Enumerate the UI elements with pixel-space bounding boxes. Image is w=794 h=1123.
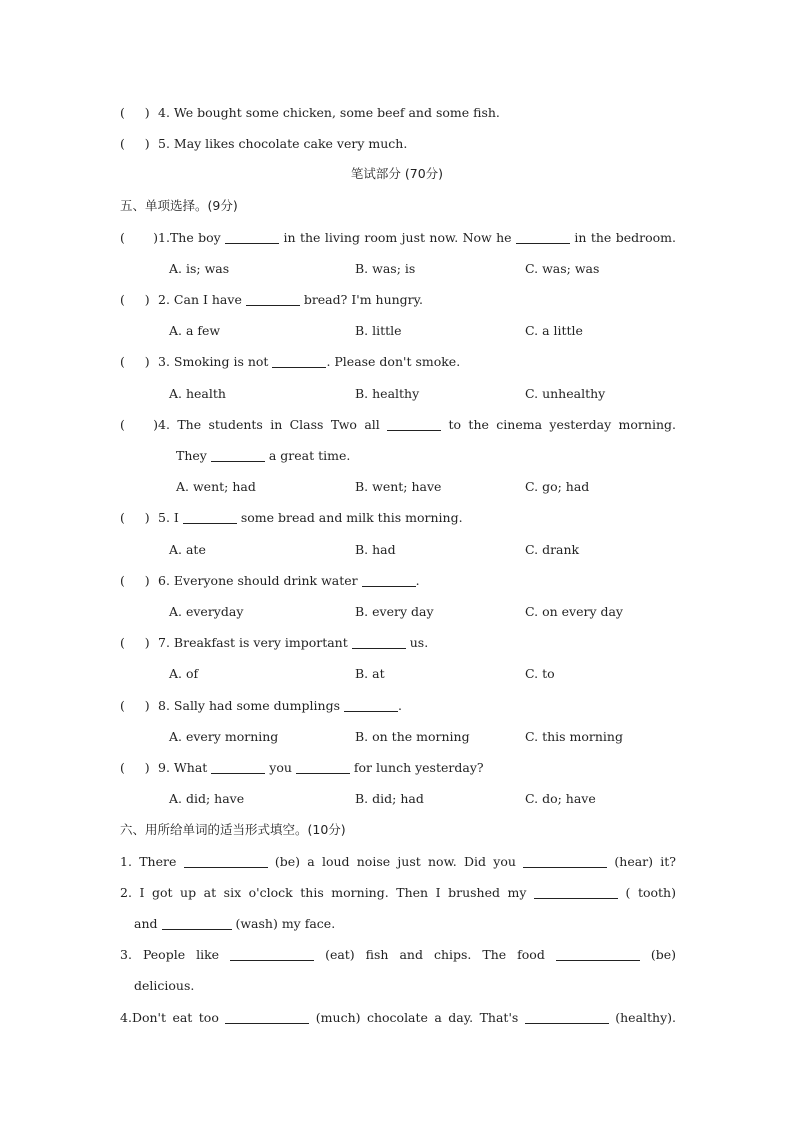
question-number: 2.: [158, 292, 170, 307]
question-text: Everyone should drink water: [173, 573, 358, 588]
option-b[interactable]: B. was; is: [355, 261, 416, 276]
question-number: 9.: [158, 760, 170, 775]
option-a[interactable]: A. every morning: [169, 729, 279, 744]
fill-item-3: [120, 947, 676, 963]
mc-question-6: [120, 573, 676, 589]
item-number: 4.: [120, 1010, 132, 1025]
option-a[interactable]: A. went; had: [176, 479, 256, 494]
option-a[interactable]: A. health: [169, 386, 226, 401]
item-text: ( tooth): [625, 885, 676, 900]
answer-blank[interactable]: [211, 761, 265, 774]
option-b[interactable]: B. healthy: [355, 386, 420, 401]
item-number: 1.: [120, 854, 132, 869]
listening-item-5: [120, 136, 676, 152]
option-a[interactable]: A. a few: [169, 323, 221, 338]
option-b[interactable]: B. went; have: [355, 479, 442, 494]
answer-paren[interactable]: ( ): [120, 573, 150, 588]
option-c[interactable]: C. unhealthy: [525, 386, 606, 401]
item-text: I got up at six o'clock this morning. Then I brushed my: [139, 885, 527, 900]
answer-blank[interactable]: [183, 511, 237, 524]
answer-blank[interactable]: [296, 761, 350, 774]
item-number: 2.: [120, 885, 132, 900]
answer-blank[interactable]: [225, 1011, 309, 1024]
answer-paren[interactable]: ( ): [120, 354, 150, 369]
question-text: Sally had some dumplings: [173, 698, 340, 713]
answer-blank[interactable]: [352, 636, 406, 649]
answer-blank[interactable]: [162, 917, 232, 930]
option-a[interactable]: A. ate: [169, 542, 206, 557]
question-number: 3.: [158, 354, 170, 369]
item-text: delicious.: [134, 978, 195, 993]
item-text: 5. May likes chocolate cake very much.: [158, 136, 408, 151]
answer-blank[interactable]: [184, 855, 268, 868]
option-b[interactable]: B. did; had: [355, 791, 424, 806]
question-text: Can I have: [173, 292, 242, 307]
question-text: bread? I'm hungry.: [303, 292, 424, 307]
item-text: (eat) fish and chips. The food: [325, 947, 545, 962]
mc-question-7: [120, 635, 676, 651]
option-c[interactable]: C. go; had: [525, 479, 590, 494]
mc-question-9: [120, 760, 676, 776]
mc-question-8: [120, 698, 676, 714]
option-b[interactable]: B. at: [355, 666, 385, 681]
answer-paren[interactable]: ( ): [120, 292, 150, 307]
answer-paren[interactable]: ( ): [120, 698, 150, 713]
question-number: 7.: [158, 635, 170, 650]
option-c[interactable]: C. a little: [525, 323, 583, 338]
question-text: What: [173, 760, 208, 775]
question-number: 4.: [158, 417, 170, 432]
question-text: .: [415, 573, 420, 588]
question-text: you: [269, 760, 292, 775]
item-text: (wash) my face.: [235, 916, 336, 931]
mc-question-1: [120, 230, 676, 246]
option-b[interactable]: B. on the morning: [355, 729, 470, 744]
answer-paren[interactable]: ( ): [120, 230, 158, 245]
question-text: Smoking is not: [173, 354, 269, 369]
item-text: (be) a loud noise just now. Did you: [274, 854, 516, 869]
question-text: The students in Class Two all: [177, 417, 380, 432]
answer-paren[interactable]: ( ): [120, 635, 150, 650]
mc-question-2: [120, 292, 676, 308]
question-number: 1.: [158, 230, 170, 245]
section5-heading: 五、单项选择。(9分): [120, 198, 238, 213]
answer-blank[interactable]: [525, 1011, 609, 1024]
item-text: There: [139, 854, 177, 869]
question-text: to the cinema yesterday morning.: [448, 417, 676, 432]
fill-item-1: [120, 854, 676, 870]
answer-paren[interactable]: ( ): [120, 105, 150, 120]
answer-blank[interactable]: [272, 355, 326, 368]
mc-question-4-cont: [176, 448, 732, 464]
question-text: some bread and milk this morning.: [240, 510, 463, 525]
item-text: Don't eat too: [131, 1010, 219, 1025]
item-text: (be): [650, 947, 676, 962]
listening-item-4: [120, 105, 676, 121]
question-text: .: [397, 698, 402, 713]
question-text: in the living room just now. Now he: [283, 230, 512, 245]
item-text: (healthy).: [615, 1010, 677, 1025]
option-c[interactable]: C. this morning: [525, 729, 623, 744]
answer-blank[interactable]: [523, 855, 607, 868]
option-a[interactable]: A. of: [169, 666, 199, 681]
question-text: . Please don't smoke.: [326, 354, 461, 369]
answer-blank[interactable]: [556, 948, 640, 961]
option-c[interactable]: C. on every day: [525, 604, 623, 619]
answer-paren[interactable]: ( ): [120, 136, 150, 151]
option-a[interactable]: A. did; have: [169, 791, 245, 806]
answer-paren[interactable]: ( ): [120, 760, 150, 775]
question-number: 6.: [158, 573, 170, 588]
option-c[interactable]: C. to: [525, 666, 555, 681]
question-text: us.: [409, 635, 429, 650]
option-a[interactable]: A. everyday: [169, 604, 244, 619]
answer-blank[interactable]: [344, 699, 398, 712]
option-c[interactable]: C. do; have: [525, 791, 596, 806]
answer-blank[interactable]: [362, 574, 416, 587]
question-text: a great time.: [268, 448, 351, 463]
item-text: (much) chocolate a day. That's: [315, 1010, 519, 1025]
answer-blank[interactable]: [534, 886, 618, 899]
question-text: They: [176, 448, 207, 463]
question-text: in the bedroom.: [574, 230, 676, 245]
answer-blank[interactable]: [246, 293, 300, 306]
question-text: I: [173, 510, 179, 525]
fill-item-2-cont: [120, 916, 690, 932]
item-text: People like: [142, 947, 220, 962]
written-section-title: 笔试部分 (70分): [350, 166, 444, 181]
option-a[interactable]: A. is; was: [169, 261, 230, 276]
fill-item-4: [120, 1010, 676, 1026]
item-text: (hear) it?: [614, 854, 676, 869]
section6-heading: 六、用所给单词的适当形式填空。(10分): [120, 822, 346, 837]
option-b[interactable]: B. every day: [355, 604, 434, 619]
question-text: Breakfast is very important: [173, 635, 348, 650]
answer-paren[interactable]: ( ): [120, 417, 158, 432]
mc-question-5: [120, 510, 676, 526]
item-text: 4. We bought some chicken, some beef and some fish.: [158, 105, 500, 120]
fill-item-3-cont: [120, 978, 690, 994]
answer-blank[interactable]: [225, 231, 279, 244]
mc-question-4: [120, 417, 676, 433]
item-text: and: [134, 916, 158, 931]
answer-paren[interactable]: ( ): [120, 510, 150, 525]
answer-blank[interactable]: [230, 948, 314, 961]
answer-blank[interactable]: [211, 449, 265, 462]
option-c[interactable]: C. drank: [525, 542, 580, 557]
fill-item-2: [120, 885, 676, 901]
mc-question-3: [120, 354, 676, 370]
option-b[interactable]: B. little: [355, 323, 402, 338]
item-number: 3.: [120, 947, 132, 962]
question-text: The boy: [169, 230, 221, 245]
question-number: 8.: [158, 698, 170, 713]
option-c[interactable]: C. was; was: [525, 261, 600, 276]
question-text: for lunch yesterday?: [353, 760, 484, 775]
question-number: 5.: [158, 510, 170, 525]
option-b[interactable]: B. had: [355, 542, 396, 557]
answer-blank[interactable]: [516, 231, 570, 244]
answer-blank[interactable]: [387, 418, 441, 431]
